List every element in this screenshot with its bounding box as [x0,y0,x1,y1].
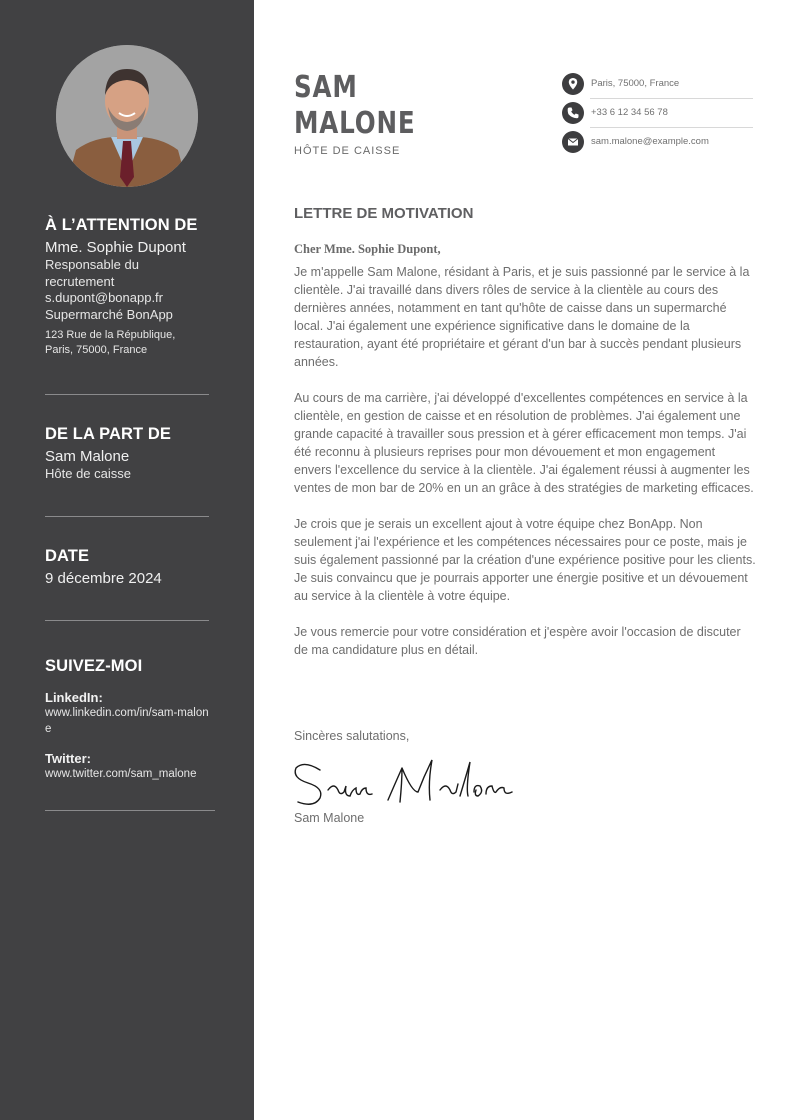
last-name: MALONE [294,106,416,141]
recipient-title: Responsable du recrutement [45,257,139,289]
recipient-address-line2: Paris, 75000, France [45,344,148,356]
recipient-name: Mme. Sophie Dupont [45,239,186,256]
job-title: HÔTE DE CAISSE [294,145,401,157]
closing: Sincères salutations, [294,729,410,743]
sender-heading: DE LA PART DE [45,425,171,443]
letter-body [294,263,756,677]
date-section [45,547,225,588]
phone-text[interactable]: +33 6 12 34 56 78 [591,107,668,118]
letter-paragraph: Je crois que je serais un excellent ajout à votre équipe chez BonApp. Non seulement j'ai l'expérience et les compétences nécessaires pour ce poste, mais je suis également passionné par la création d'une expérience positive pour les clients. Je suis convaincu que je pourrais apporter une énergie positive et un dévouement au service à la clientèle à votre équipe. [294,517,756,603]
recipient-email[interactable]: s.dupont@bonapp.fr [45,290,164,305]
divider [45,810,215,811]
contact-address [562,73,753,95]
twitter-link[interactable]: www.twitter.com/sam_malone [45,768,197,780]
phone-icon [562,102,584,124]
social-section [45,657,225,783]
twitter-label: Twitter: [45,751,91,766]
date-heading: DATE [45,547,90,565]
first-name: SAM [294,70,358,105]
recipient-heading: À L’ATTENTION DE [45,216,198,234]
social-heading: SUIVEZ-MOI [45,657,143,675]
letter-paragraph: Au cours de ma carrière, j'ai développé d'excellentes compétences en service à la clientèle, en gestion de caisse et en résolution de problèmes. J'ai également une grande capacité à travailler sous pression et à gérer efficacement mon temps. J'ai été reconnu à plusieurs reprises pour mon dévouement et mon engagement envers l'excellence du service à la clientèle. J'ai également réussi à augmenter les ventes de mon bar de 20% en un an grâce à des stratégies de marketing efficaces. [294,391,754,495]
letter-paragraph: Je m'appelle Sam Malone, résidant à Paris, et je suis passionné par le service à la clientèle. J'ai travaillé dans divers rôles de service à la clientèle au cours des dernières années, notamment en tant qu'hôte de caisse dans un supermarché local. J'ai également une expérience significative dans le domaine de la restauration, ayant été propriétaire et gérant d'un bar à succès pendant plusieurs années. [294,265,750,369]
linkedin-label: LinkedIn: [45,690,103,705]
profile-photo [56,45,198,187]
email-text[interactable]: sam.malone@example.com [591,136,709,147]
contact-divider [590,127,753,128]
sender-title: Hôte de caisse [45,466,131,481]
date-value: 9 décembre 2024 [45,570,162,587]
location-pin-icon [562,73,584,95]
contact-divider [590,98,753,99]
contact-email [562,131,753,153]
linkedin-link[interactable]: www.linkedin.com/in/sam-malone [45,707,209,735]
letter-title: LETTRE DE MOTIVATION [294,205,474,222]
page-title [294,70,416,142]
recipient-address-line1: 123 Rue de la République, [45,329,176,341]
sender-section [45,425,225,483]
divider [45,394,209,395]
divider [45,620,209,621]
recipient-section [45,216,225,358]
envelope-icon [562,131,584,153]
divider [45,516,209,517]
letter-paragraph: Je vous remercie pour votre considération et j'espère avoir l'occasion de discuter de ma candidature plus en détail. [294,625,741,657]
signature-name: Sam Malone [294,811,365,825]
salutation: Cher Mme. Sophie Dupont, [294,242,441,256]
handwritten-signature [290,752,520,814]
address-text: Paris, 75000, France [591,78,680,89]
sidebar [0,0,254,1120]
contact-phone [562,102,753,124]
sender-name: Sam Malone [45,448,130,465]
recipient-company: Supermarché BonApp [45,306,173,322]
